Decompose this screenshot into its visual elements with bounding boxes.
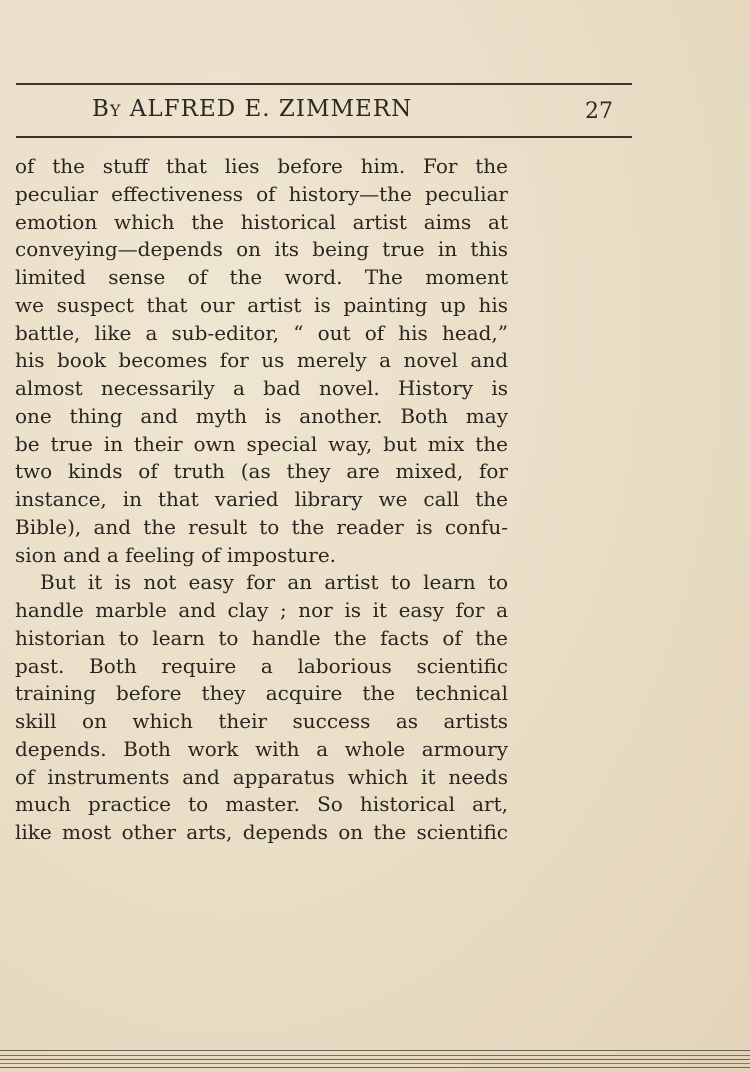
text-line: his book becomes for us merely a novel and	[15, 348, 508, 373]
text-line: conveying—depends on its being true in this	[15, 237, 508, 262]
text-line: like most other arts, depends on the scientific	[15, 820, 508, 844]
text-line: limited sense of the word. The moment	[15, 265, 508, 289]
text-line: battle, like a sub-editor, “ out of his head,”	[15, 320, 508, 345]
text-line: emotion which the historical artist aims at	[15, 209, 508, 234]
page-edge-line	[0, 1067, 750, 1068]
text-line: training before they acquire the technical	[15, 681, 508, 706]
text-line-paragraph-end: sion and a feeling of imposture.	[15, 542, 337, 567]
header-rule-bottom	[16, 136, 632, 138]
page-edge-line	[0, 1059, 750, 1060]
text-line: two kinds of truth (as they are mixed, for	[15, 459, 508, 484]
header-rule-top	[16, 83, 632, 85]
text-line: of instruments and apparatus which it needs	[15, 764, 508, 789]
text-line: much practice to master. So historical art,	[15, 792, 508, 817]
running-head-smallcap: Y	[109, 101, 122, 120]
page-number: 27	[585, 99, 613, 124]
text-line: Bible), and the result to the reader is confu-	[15, 514, 508, 539]
text-line: be true in their own special way, but mix the	[15, 431, 508, 456]
text-line-paragraph-start: But it is not easy for an artist to learn to	[40, 570, 508, 595]
body-text	[15, 153, 508, 847]
page-edge-lines	[0, 1046, 750, 1072]
text-line: skill on which their success as artists	[15, 709, 508, 733]
text-line: depends. Both work with a whole armoury	[15, 736, 508, 761]
page-edge-line	[0, 1055, 750, 1056]
running-head	[92, 96, 412, 122]
text-line: instance, in that varied library we call the	[15, 487, 508, 511]
page-edge-line	[0, 1050, 750, 1051]
text-line: handle marble and clay ; nor is it easy for a	[15, 598, 508, 622]
text-line: historian to learn to handle the facts of the	[15, 625, 508, 650]
text-line: past. Both require a laborious scientific	[15, 653, 508, 678]
running-head-author: ALFRED E. ZIMMERN	[121, 96, 413, 122]
text-line: almost necessarily a bad novel. History is	[15, 376, 508, 400]
text-line: we suspect that our artist is painting up his	[15, 292, 508, 317]
text-line: peculiar effectiveness of history—the peculiar	[15, 181, 508, 206]
page-edge-line	[0, 1063, 750, 1064]
text-line: one thing and myth is another. Both may	[15, 403, 508, 428]
text-line: of the stuff that lies before him. For the	[15, 154, 508, 178]
running-head-initial: B	[92, 96, 110, 122]
